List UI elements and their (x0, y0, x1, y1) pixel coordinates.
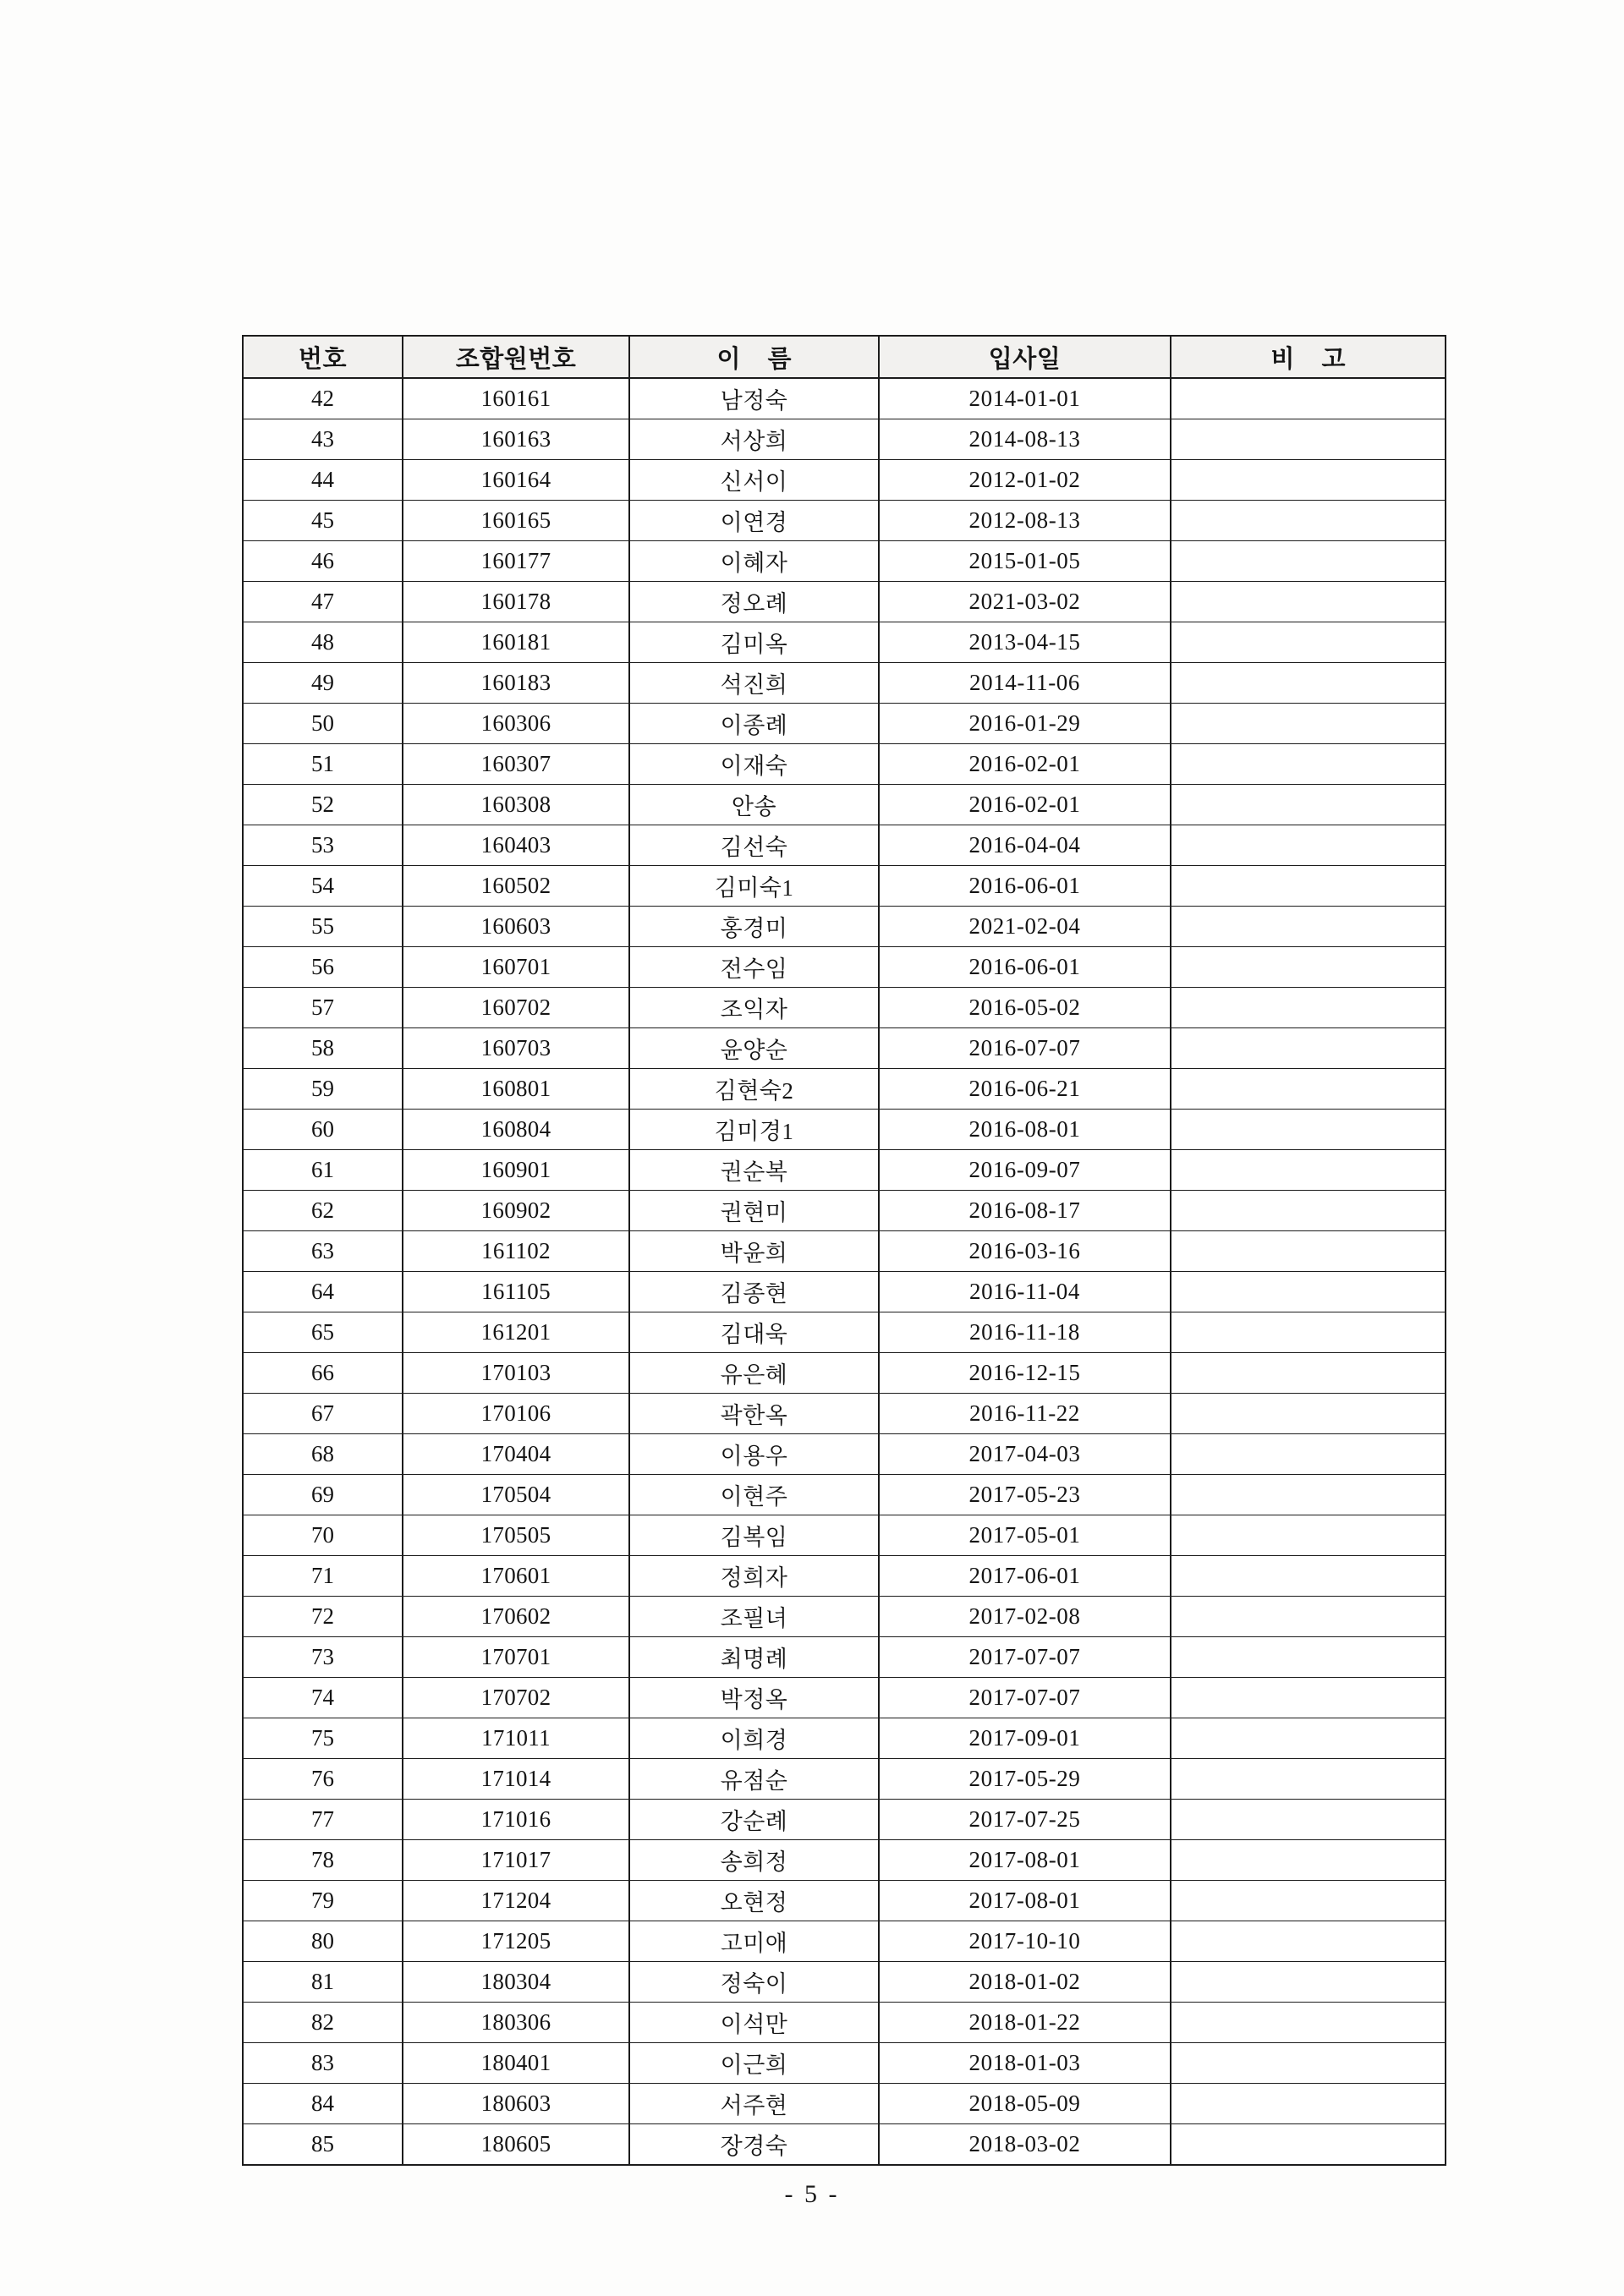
cell-mno: 170504 (403, 1475, 629, 1515)
cell-date: 2017-08-01 (879, 1840, 1171, 1881)
cell-remark[interactable] (1171, 419, 1446, 460)
cell-name: 이희경 (629, 1718, 879, 1759)
table-row (243, 704, 1446, 744)
cell-no: 68 (243, 1434, 403, 1475)
table-row (243, 744, 1446, 785)
cell-remark[interactable] (1171, 2084, 1446, 2124)
cell-mno: 160181 (403, 622, 629, 663)
cell-name: 김복임 (629, 1515, 879, 1556)
cell-no: 43 (243, 419, 403, 460)
table-header (243, 336, 1446, 378)
cell-mno: 160164 (403, 460, 629, 501)
cell-date: 2017-07-07 (879, 1678, 1171, 1718)
cell-date: 2014-11-06 (879, 663, 1171, 704)
cell-mno: 160161 (403, 378, 629, 419)
cell-remark[interactable] (1171, 1759, 1446, 1800)
cell-remark[interactable] (1171, 947, 1446, 988)
cell-remark[interactable] (1171, 2043, 1446, 2084)
cell-date: 2016-09-07 (879, 1150, 1171, 1191)
page-number-footer: - 5 - (784, 2180, 840, 2208)
cell-date: 2016-12-15 (879, 1353, 1171, 1394)
cell-name: 조필녀 (629, 1597, 879, 1637)
cell-name: 유점순 (629, 1759, 879, 1800)
cell-remark[interactable] (1171, 866, 1446, 907)
column-header-label: 번호 (298, 345, 348, 373)
cell-date: 2016-06-01 (879, 947, 1171, 988)
table-row (243, 2124, 1446, 2166)
cell-no: 49 (243, 663, 403, 704)
cell-mno: 160308 (403, 785, 629, 825)
cell-date: 2014-01-01 (879, 378, 1171, 419)
cell-no: 55 (243, 907, 403, 947)
cell-no: 81 (243, 1962, 403, 2003)
table-row (243, 501, 1446, 541)
cell-mno: 180306 (403, 2003, 629, 2043)
table-body (243, 378, 1446, 2165)
cell-no: 64 (243, 1272, 403, 1312)
cell-name: 조익자 (629, 988, 879, 1028)
cell-date: 2016-08-17 (879, 1191, 1171, 1231)
cell-no: 77 (243, 1800, 403, 1840)
cell-mno: 161201 (403, 1312, 629, 1353)
table-row (243, 1110, 1446, 1150)
cell-no: 60 (243, 1110, 403, 1150)
cell-mno: 160178 (403, 582, 629, 622)
table-row (243, 1718, 1446, 1759)
cell-date: 2018-03-02 (879, 2124, 1171, 2166)
column-header-label: 조합원번호 (455, 345, 577, 373)
cell-remark[interactable] (1171, 378, 1446, 419)
cell-date: 2016-05-02 (879, 988, 1171, 1028)
cell-mno: 161105 (403, 1272, 629, 1312)
cell-remark[interactable] (1171, 1556, 1446, 1597)
table-row (243, 622, 1446, 663)
cell-no: 85 (243, 2124, 403, 2166)
cell-mno: 160902 (403, 1191, 629, 1231)
table-row (243, 1515, 1446, 1556)
cell-name: 이재숙 (629, 744, 879, 785)
cell-name: 권순복 (629, 1150, 879, 1191)
table-row (243, 785, 1446, 825)
cell-no: 45 (243, 501, 403, 541)
cell-mno: 171204 (403, 1881, 629, 1921)
cell-remark[interactable] (1171, 1150, 1446, 1191)
cell-remark[interactable] (1171, 1272, 1446, 1312)
table-row (243, 1881, 1446, 1921)
cell-mno: 160901 (403, 1150, 629, 1191)
cell-remark[interactable] (1171, 2124, 1446, 2166)
table-row (243, 1028, 1446, 1069)
cell-mno: 170103 (403, 1353, 629, 1394)
cell-no: 61 (243, 1150, 403, 1191)
cell-no: 52 (243, 785, 403, 825)
cell-remark[interactable] (1171, 1597, 1446, 1637)
cell-remark[interactable] (1171, 1394, 1446, 1434)
cell-name: 이근희 (629, 2043, 879, 2084)
table-row (243, 1840, 1446, 1881)
table-row (243, 1353, 1446, 1394)
cell-remark[interactable] (1171, 1678, 1446, 1718)
cell-remark[interactable] (1171, 1962, 1446, 2003)
cell-name: 유은혜 (629, 1353, 879, 1394)
table-row (243, 988, 1446, 1028)
table-row (243, 663, 1446, 704)
cell-no: 67 (243, 1394, 403, 1434)
table-row (243, 1150, 1446, 1191)
cell-mno: 160603 (403, 907, 629, 947)
column-header-label: 입사일 (988, 345, 1062, 373)
cell-date: 2015-01-05 (879, 541, 1171, 582)
cell-name: 김종현 (629, 1272, 879, 1312)
cell-remark[interactable] (1171, 1718, 1446, 1759)
table-row (243, 947, 1446, 988)
cell-no: 57 (243, 988, 403, 1028)
cell-remark[interactable] (1171, 622, 1446, 663)
cell-date: 2016-04-04 (879, 825, 1171, 866)
cell-no: 74 (243, 1678, 403, 1718)
cell-name: 김현숙2 (629, 1069, 879, 1110)
cell-name: 김미경1 (629, 1110, 879, 1150)
cell-name: 남정숙 (629, 378, 879, 419)
cell-mno: 170601 (403, 1556, 629, 1597)
table-header-row (243, 336, 1446, 378)
cell-remark[interactable] (1171, 1353, 1446, 1394)
cell-no: 84 (243, 2084, 403, 2124)
cell-remark[interactable] (1171, 1800, 1446, 1840)
cell-no: 70 (243, 1515, 403, 1556)
cell-no: 66 (243, 1353, 403, 1394)
table-row (243, 1597, 1446, 1637)
cell-date: 2017-07-07 (879, 1637, 1171, 1678)
cell-mno: 171205 (403, 1921, 629, 1962)
cell-date: 2016-02-01 (879, 785, 1171, 825)
cell-date: 2016-11-18 (879, 1312, 1171, 1353)
cell-mno: 170505 (403, 1515, 629, 1556)
cell-remark[interactable] (1171, 582, 1446, 622)
table-row (243, 1394, 1446, 1434)
cell-date: 2018-05-09 (879, 2084, 1171, 2124)
cell-date: 2016-11-22 (879, 1394, 1171, 1434)
cell-name: 이종례 (629, 704, 879, 744)
table-row (243, 825, 1446, 866)
cell-mno: 160703 (403, 1028, 629, 1069)
cell-name: 고미애 (629, 1921, 879, 1962)
cell-mno: 160804 (403, 1110, 629, 1150)
cell-no: 73 (243, 1637, 403, 1678)
cell-mno: 180304 (403, 1962, 629, 2003)
cell-remark[interactable] (1171, 825, 1446, 866)
column-header-label: 이 름 (716, 345, 802, 373)
column-header-remark (1171, 336, 1446, 378)
cell-mno: 171011 (403, 1718, 629, 1759)
cell-remark[interactable] (1171, 1069, 1446, 1110)
cell-date: 2016-03-16 (879, 1231, 1171, 1272)
cell-name: 박윤희 (629, 1231, 879, 1272)
cell-name: 정오례 (629, 582, 879, 622)
cell-name: 강순례 (629, 1800, 879, 1840)
cell-mno: 171017 (403, 1840, 629, 1881)
cell-remark[interactable] (1171, 1840, 1446, 1881)
cell-no: 51 (243, 744, 403, 785)
table-row (243, 1962, 1446, 2003)
cell-date: 2021-03-02 (879, 582, 1171, 622)
cell-date: 2017-06-01 (879, 1556, 1171, 1597)
member-roster-table (242, 335, 1446, 2166)
column-header-member-number (403, 336, 629, 378)
cell-no: 75 (243, 1718, 403, 1759)
cell-date: 2017-02-08 (879, 1597, 1171, 1637)
cell-no: 76 (243, 1759, 403, 1800)
table-row (243, 1637, 1446, 1678)
cell-remark[interactable] (1171, 1191, 1446, 1231)
cell-name: 이용우 (629, 1434, 879, 1475)
table-row (243, 2003, 1446, 2043)
cell-date: 2016-07-07 (879, 1028, 1171, 1069)
cell-name: 장경숙 (629, 2124, 879, 2166)
cell-mno: 160165 (403, 501, 629, 541)
table-row (243, 1272, 1446, 1312)
cell-name: 정숙이 (629, 1962, 879, 2003)
cell-mno: 160306 (403, 704, 629, 744)
cell-date: 2016-08-01 (879, 1110, 1171, 1150)
cell-mno: 171014 (403, 1759, 629, 1800)
cell-date: 2014-08-13 (879, 419, 1171, 460)
cell-no: 65 (243, 1312, 403, 1353)
cell-remark[interactable] (1171, 1475, 1446, 1515)
cell-date: 2016-06-01 (879, 866, 1171, 907)
table-row (243, 378, 1446, 419)
cell-mno: 180605 (403, 2124, 629, 2166)
table-row (243, 1800, 1446, 1840)
cell-remark[interactable] (1171, 1515, 1446, 1556)
cell-mno: 160177 (403, 541, 629, 582)
cell-date: 2021-02-04 (879, 907, 1171, 947)
cell-no: 83 (243, 2043, 403, 2084)
cell-no: 46 (243, 541, 403, 582)
cell-name: 정희자 (629, 1556, 879, 1597)
cell-no: 72 (243, 1597, 403, 1637)
cell-date: 2018-01-22 (879, 2003, 1171, 2043)
cell-mno: 171016 (403, 1800, 629, 1840)
cell-name: 신서이 (629, 460, 879, 501)
column-header-no (243, 336, 403, 378)
cell-mno: 170701 (403, 1637, 629, 1678)
cell-no: 54 (243, 866, 403, 907)
cell-name: 이현주 (629, 1475, 879, 1515)
cell-remark[interactable] (1171, 1312, 1446, 1353)
cell-mno: 161102 (403, 1231, 629, 1272)
cell-no: 69 (243, 1475, 403, 1515)
cell-remark[interactable] (1171, 541, 1446, 582)
cell-remark[interactable] (1171, 460, 1446, 501)
cell-date: 2017-07-25 (879, 1800, 1171, 1840)
cell-date: 2016-02-01 (879, 744, 1171, 785)
table-row (243, 1556, 1446, 1597)
table-row (243, 419, 1446, 460)
cell-mno: 160701 (403, 947, 629, 988)
cell-no: 71 (243, 1556, 403, 1597)
table-row (243, 1069, 1446, 1110)
cell-no: 62 (243, 1191, 403, 1231)
cell-no: 53 (243, 825, 403, 866)
cell-name: 김미옥 (629, 622, 879, 663)
cell-remark[interactable] (1171, 1028, 1446, 1069)
cell-date: 2017-05-29 (879, 1759, 1171, 1800)
cell-remark[interactable] (1171, 2003, 1446, 2043)
cell-mno: 180603 (403, 2084, 629, 2124)
cell-date: 2013-04-15 (879, 622, 1171, 663)
table-row (243, 1475, 1446, 1515)
table-row (243, 1191, 1446, 1231)
table-row (243, 866, 1446, 907)
cell-no: 56 (243, 947, 403, 988)
cell-mno: 160307 (403, 744, 629, 785)
cell-name: 박정옥 (629, 1678, 879, 1718)
cell-name: 이석만 (629, 2003, 879, 2043)
cell-no: 82 (243, 2003, 403, 2043)
cell-mno: 160801 (403, 1069, 629, 1110)
cell-no: 59 (243, 1069, 403, 1110)
cell-name: 최명례 (629, 1637, 879, 1678)
cell-name: 김선숙 (629, 825, 879, 866)
cell-mno: 160502 (403, 866, 629, 907)
cell-date: 2017-04-03 (879, 1434, 1171, 1475)
cell-mno: 160163 (403, 419, 629, 460)
cell-name: 이연경 (629, 501, 879, 541)
cell-no: 50 (243, 704, 403, 744)
cell-name: 송희정 (629, 1840, 879, 1881)
cell-name: 석진희 (629, 663, 879, 704)
cell-remark[interactable] (1171, 501, 1446, 541)
cell-remark[interactable] (1171, 704, 1446, 744)
cell-name: 윤양순 (629, 1028, 879, 1069)
cell-no: 58 (243, 1028, 403, 1069)
cell-remark[interactable] (1171, 1231, 1446, 1272)
table-row (243, 2043, 1446, 2084)
column-header-join-date (879, 336, 1171, 378)
cell-mno: 170702 (403, 1678, 629, 1718)
cell-name: 안송 (629, 785, 879, 825)
cell-no: 63 (243, 1231, 403, 1272)
cell-name: 이혜자 (629, 541, 879, 582)
cell-no: 48 (243, 622, 403, 663)
cell-date: 2017-09-01 (879, 1718, 1171, 1759)
table-row (243, 460, 1446, 501)
cell-name: 권현미 (629, 1191, 879, 1231)
table-row (243, 1678, 1446, 1718)
cell-remark[interactable] (1171, 988, 1446, 1028)
cell-remark[interactable] (1171, 744, 1446, 785)
cell-mno: 180401 (403, 2043, 629, 2084)
cell-no: 78 (243, 1840, 403, 1881)
cell-date: 2016-01-29 (879, 704, 1171, 744)
cell-remark[interactable] (1171, 1434, 1446, 1475)
cell-date: 2012-08-13 (879, 501, 1171, 541)
table-row (243, 1759, 1446, 1800)
cell-no: 80 (243, 1921, 403, 1962)
table-row (243, 582, 1446, 622)
column-header-name (629, 336, 879, 378)
column-header-label: 비 고 (1270, 345, 1356, 373)
table-row (243, 1921, 1446, 1962)
cell-remark[interactable] (1171, 1881, 1446, 1921)
cell-mno: 170602 (403, 1597, 629, 1637)
cell-name: 서상희 (629, 419, 879, 460)
cell-name: 김대욱 (629, 1312, 879, 1353)
cell-date: 2017-10-10 (879, 1921, 1171, 1962)
table-row (243, 1231, 1446, 1272)
cell-date: 2018-01-02 (879, 1962, 1171, 2003)
cell-date: 2017-08-01 (879, 1881, 1171, 1921)
table-row (243, 541, 1446, 582)
cell-name: 전수임 (629, 947, 879, 988)
cell-mno: 160702 (403, 988, 629, 1028)
cell-no: 44 (243, 460, 403, 501)
table-row (243, 907, 1446, 947)
cell-no: 47 (243, 582, 403, 622)
cell-no: 42 (243, 378, 403, 419)
table-row (243, 1312, 1446, 1353)
cell-name: 곽한옥 (629, 1394, 879, 1434)
cell-name: 오현정 (629, 1881, 879, 1921)
cell-remark[interactable] (1171, 663, 1446, 704)
table-row (243, 1434, 1446, 1475)
cell-date: 2016-06-21 (879, 1069, 1171, 1110)
table-row (243, 2084, 1446, 2124)
cell-date: 2016-11-04 (879, 1272, 1171, 1312)
cell-date: 2017-05-01 (879, 1515, 1171, 1556)
cell-remark[interactable] (1171, 785, 1446, 825)
cell-remark[interactable] (1171, 907, 1446, 947)
cell-date: 2012-01-02 (879, 460, 1171, 501)
cell-mno: 160183 (403, 663, 629, 704)
cell-remark[interactable] (1171, 1921, 1446, 1962)
cell-no: 79 (243, 1881, 403, 1921)
cell-date: 2018-01-03 (879, 2043, 1171, 2084)
cell-name: 홍경미 (629, 907, 879, 947)
cell-mno: 160403 (403, 825, 629, 866)
cell-name: 서주현 (629, 2084, 879, 2124)
cell-date: 2017-05-23 (879, 1475, 1171, 1515)
cell-mno: 170404 (403, 1434, 629, 1475)
cell-name: 김미숙1 (629, 866, 879, 907)
cell-remark[interactable] (1171, 1637, 1446, 1678)
member-roster-table-container (242, 335, 1445, 2166)
cell-mno: 170106 (403, 1394, 629, 1434)
cell-remark[interactable] (1171, 1110, 1446, 1150)
